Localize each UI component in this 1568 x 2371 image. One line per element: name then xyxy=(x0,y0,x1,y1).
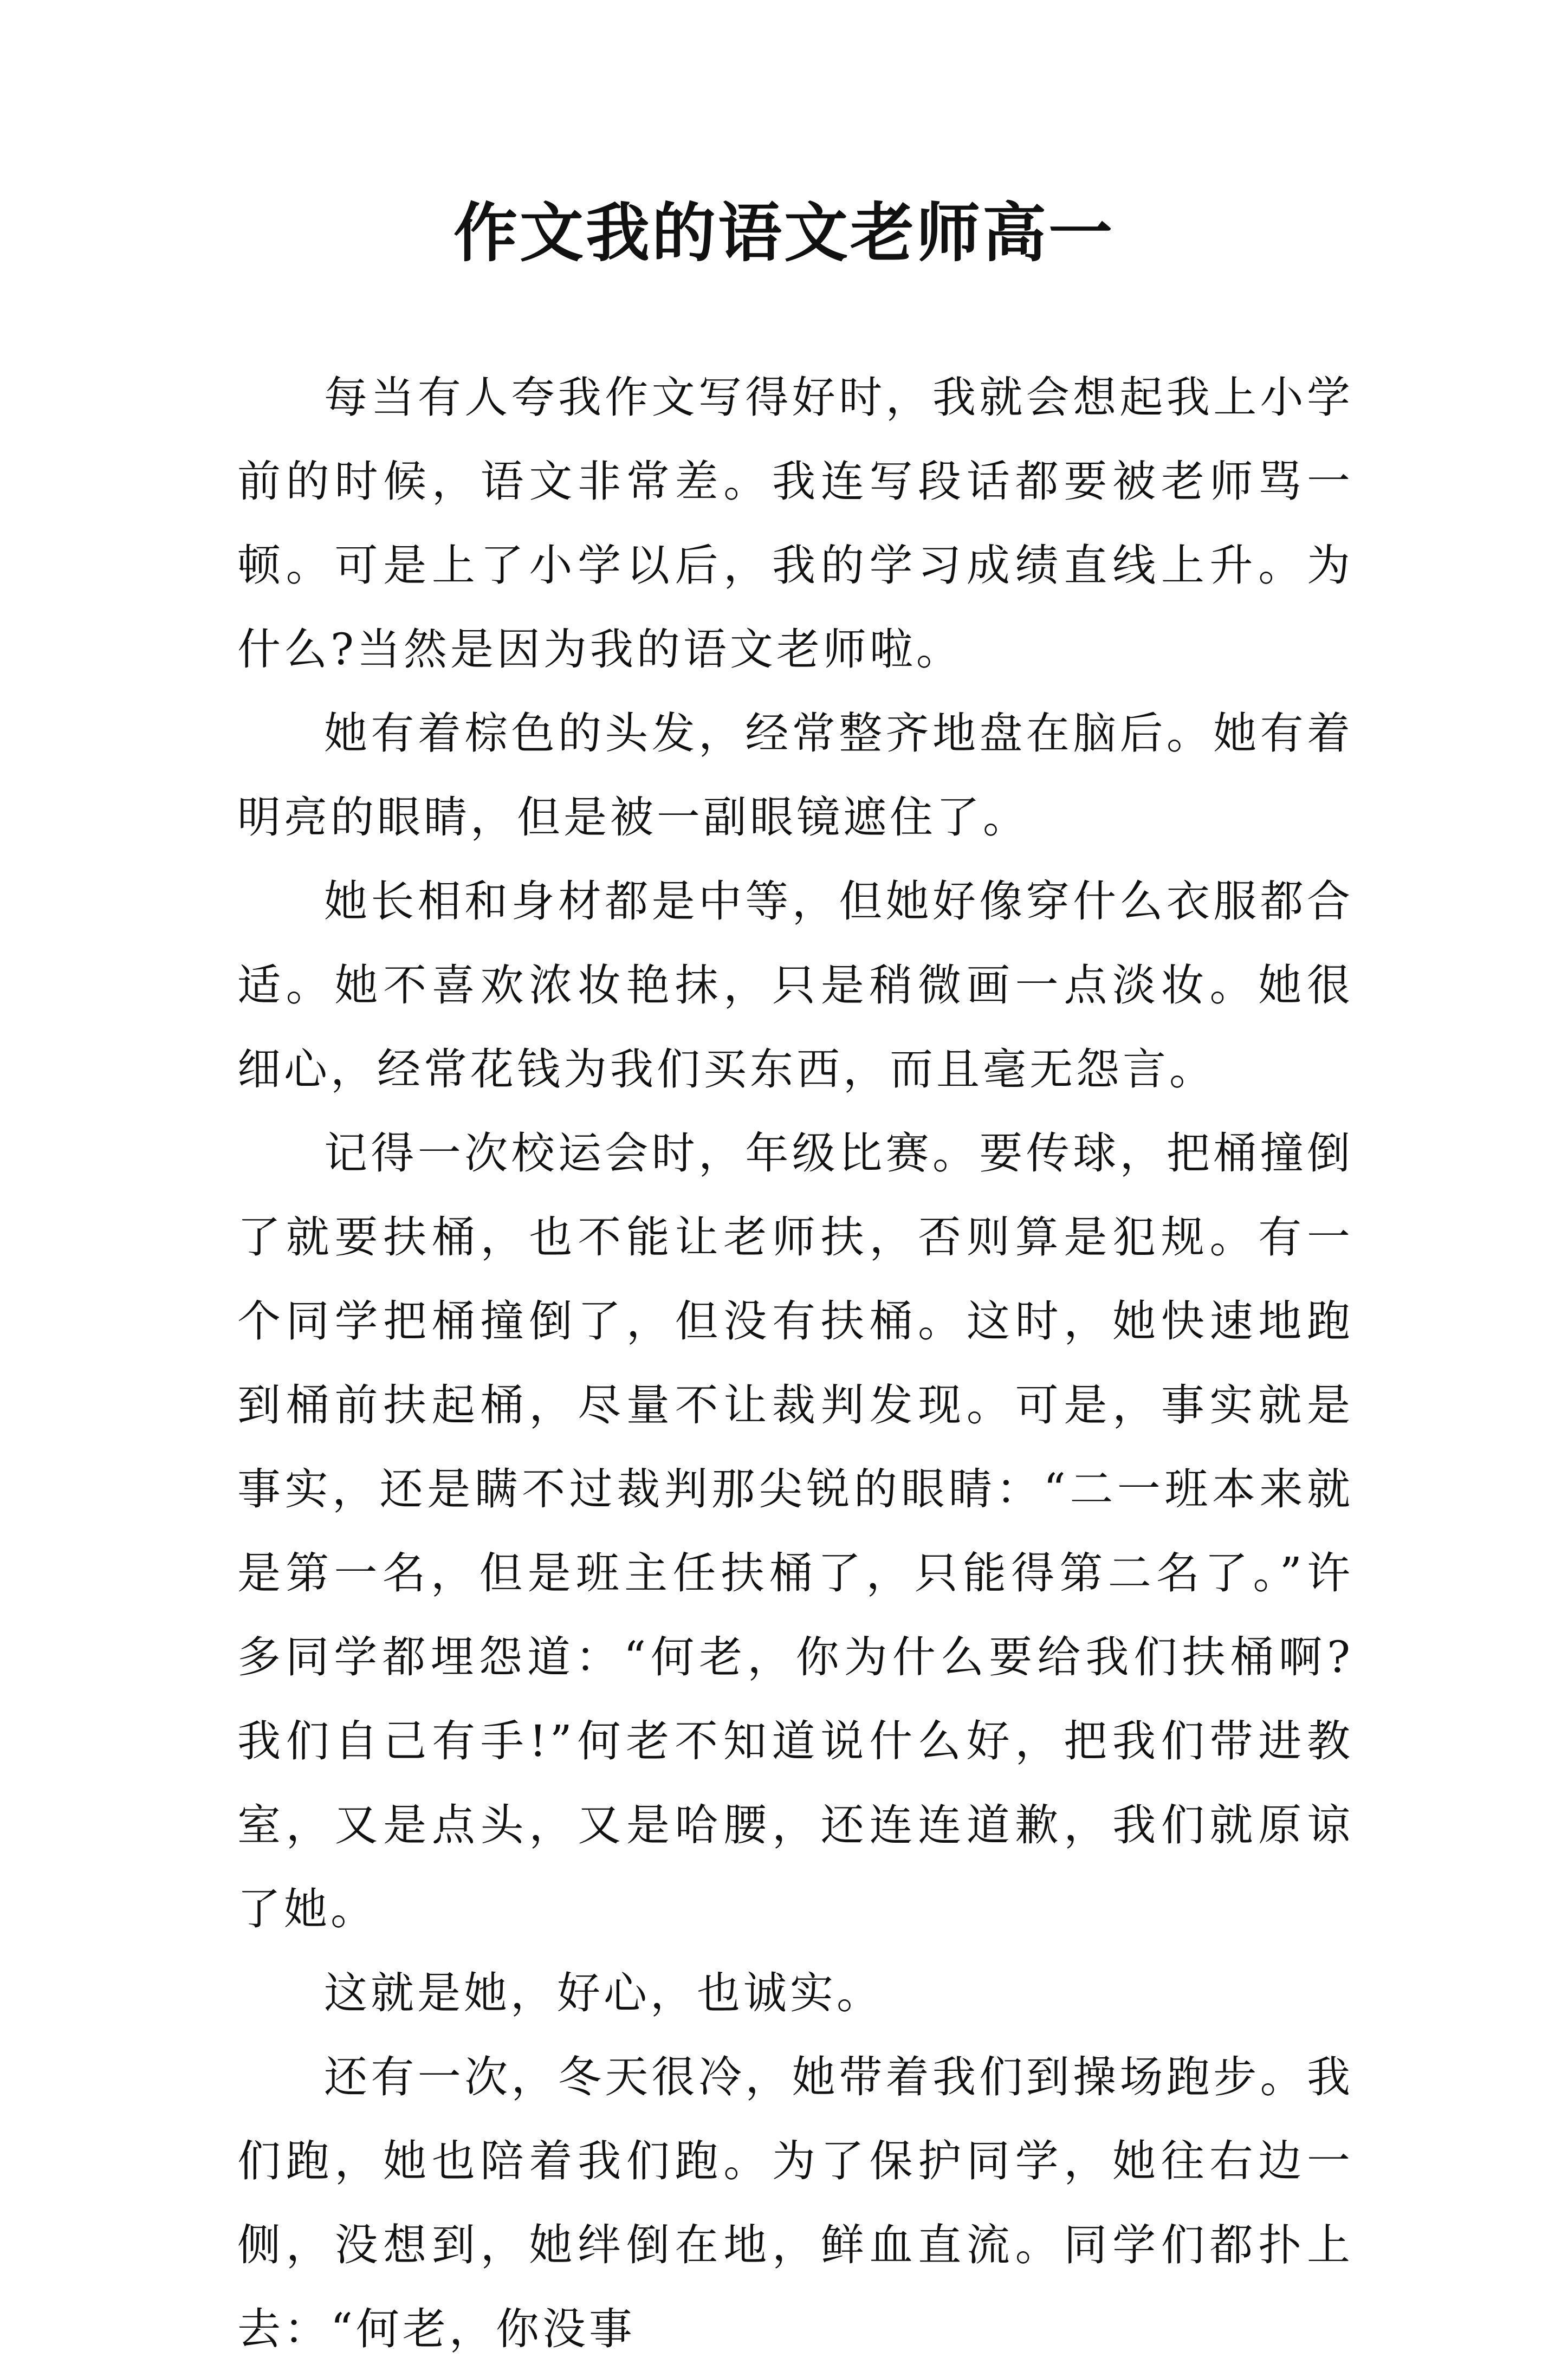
paragraph: 她长相和身材都是中等，但她好像穿什么衣服都合适。她不喜欢浓妆艳抹，只是稍微画一点淡妆。她很细心，经常花钱为我们买东西，而且毫无怨言。 xyxy=(237,876,1353,1094)
paragraph: 每当有人夸我作文写得好时，我就会想起我上小学前的时候，语文非常差。我连写段话都要被老师骂一顿。可是上了小学以后，我的学习成绩直线上升。为什么?当然是因为我的语文老师啦。 xyxy=(237,372,1353,675)
paragraph: 这就是她，好心，也诚实。 xyxy=(324,1968,883,2018)
document-title: 作文我的语文老师高一 xyxy=(453,195,1115,270)
paragraph: 还有一次，冬天很冷，她带着我们到操场跑步。我们跑，她也陪着我们跑。为了保护同学，她往右边一侧，没想到，她绊倒在地，鲜血直流。同学们都扑上去：“何老，你没事 xyxy=(237,2052,1353,2354)
document-body xyxy=(237,355,1353,2371)
paragraph: 记得一次校运会时，年级比赛。要传球，把桶撞倒了就要扶桶，也不能让老师扶，否则算是犯规。有一个同学把桶撞倒了，但没有扶桶。这时，她快速地跑到桶前扶起桶，尽量不让裁判发现。可是，事实就是事实，还是瞒不过裁判那尖锐的眼睛：“二一班本来就是第一名，但是班主任扶桶了，只能得第二名了。”许多同学都埋怨道：“何老，你为什么要给我们扶桶啊?我们自己有手!”何老不知道说什么好，把我们带进教室，又是点头，又是哈腰，还连连道歉，我们就原谅了她。 xyxy=(237,1128,1353,1934)
paragraph: 她有着棕色的头发，经常整齐地盘在脑后。她有着明亮的眼睛，但是被一副眼镜遮住了。 xyxy=(237,708,1353,843)
